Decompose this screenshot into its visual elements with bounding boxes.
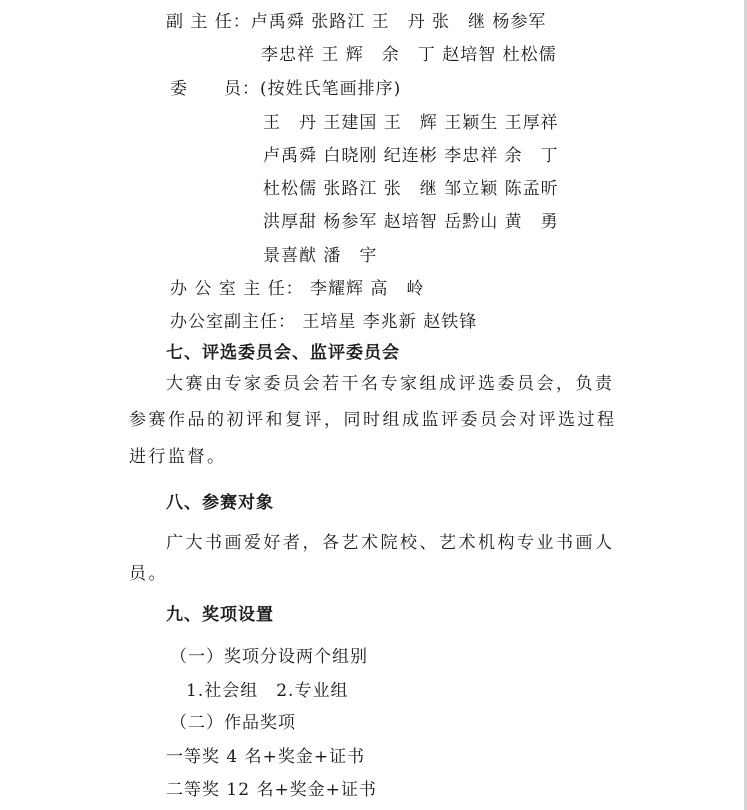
first-prize-line: 一等奖 4 名+奖金+证书: [166, 747, 366, 767]
members-row: 卢禹舜 白晓刚 纪连彬 李忠祥 余 丁: [263, 146, 559, 166]
vice-director-line-cont: 李忠祥 王 辉 余 丁 赵培智 杜松儒: [261, 45, 557, 65]
section-eight-paragraph-line: 员。: [129, 564, 168, 584]
section-seven-paragraph-line: 大赛由专家委员会若干名专家组成评选委员会，负责: [166, 374, 615, 394]
members-heading: 委 员：(按姓氏笔画排序): [170, 79, 402, 99]
section-seven-heading: 七、评选委员会、监评委员会: [166, 343, 400, 363]
section-nine-heading: 九、奖项设置: [166, 605, 274, 625]
section-seven-paragraph-line: 参赛作品的初评和复评，同时组成监评委员会对评选过程: [129, 410, 617, 430]
members-row: 王 丹 王建国 王 辉 王颖生 王厚祥: [263, 113, 559, 133]
section-eight-heading: 八、参赛对象: [166, 493, 274, 513]
vice-director-line: 副 主 任：卢禹舜 张路江 王 丹 张 继 杨参军: [166, 12, 547, 32]
award-groups-list: 1.社会组 2.专业组: [186, 681, 349, 701]
members-row: 景喜猷 潘 宇: [263, 246, 378, 266]
work-awards-heading: （二）作品奖项: [170, 713, 296, 733]
members-row: 杜松儒 张路江 张 继 邹立颖 陈孟昕: [263, 179, 559, 199]
second-prize-line: 二等奖 12 名+奖金+证书: [166, 780, 377, 800]
award-groups-heading: （一）奖项分设两个组别: [170, 647, 368, 667]
members-row: 洪厚甜 杨参军 赵培智 岳黔山 黄 勇: [263, 212, 559, 232]
office-director-line: 办 公 室 主 任： 李耀辉 高 岭: [170, 279, 425, 299]
section-seven-paragraph-line: 进行监督。: [129, 447, 227, 467]
office-vice-director-line: 办公室副主任： 王培星 李兆新 赵铁锋: [170, 312, 478, 332]
section-eight-paragraph-line: 广大书画爱好者，各艺术院校、艺术机构专业书画人: [166, 533, 615, 553]
